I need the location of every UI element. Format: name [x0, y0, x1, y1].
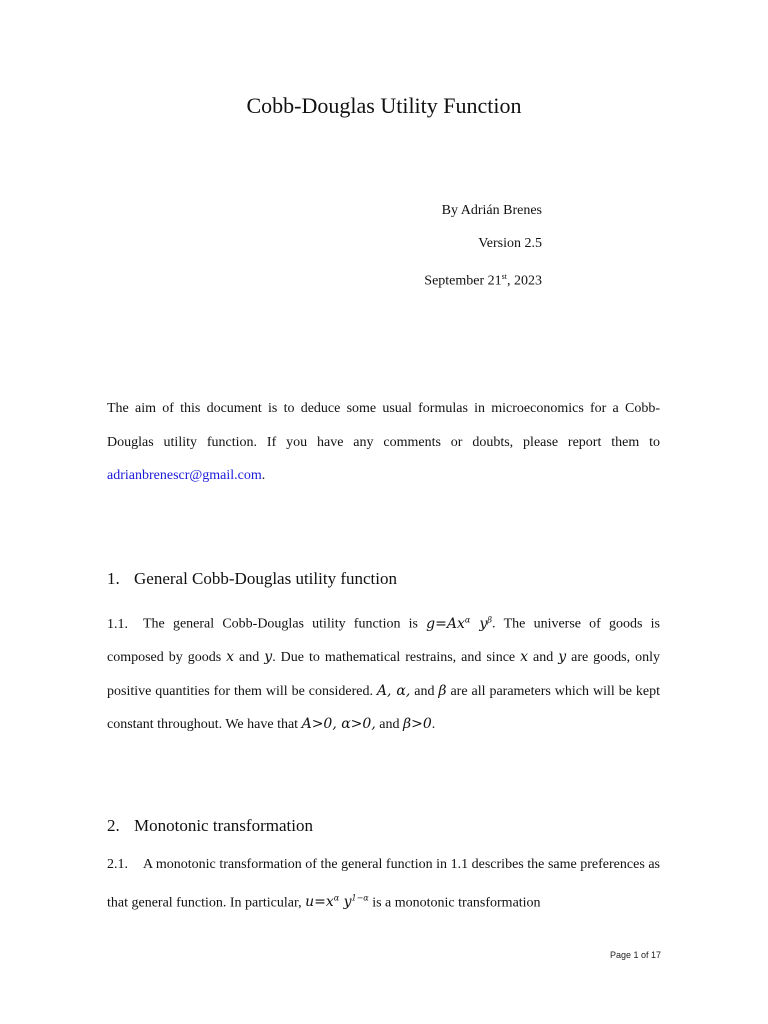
author-line: By Adrián Brenes [441, 203, 542, 218]
s1-text-1: The general Cobb-Douglas utility function is [143, 616, 427, 632]
beta-symbol: β [438, 682, 447, 699]
page-number: Page 1 of 17 [609, 950, 661, 960]
intro-text: The aim of this document is to deduce some usual formulas in microeconomics for a Cobb-Douglas utility function. If you have any comments or doubts, please report them to [107, 401, 660, 450]
item-2-1-number: 2.1. [107, 857, 128, 872]
s2-text-1: A monotonic transformation of the general function in 1.1 describes the same preferences as that general function. In particular, [107, 857, 660, 911]
section-1-heading [107, 568, 397, 590]
section-1-title: General Cobb-Douglas utility function [134, 569, 397, 588]
item-1-1-number: 1.1. [107, 616, 128, 632]
condition-formula-2: β>0 [403, 716, 432, 733]
date-line [424, 268, 542, 291]
utility-formula: $g=Ax^\alpha$ $y^\beta$ [426, 615, 492, 632]
condition-formula-1: A>0, α>0, [301, 716, 376, 733]
date-prefix: September 21 [424, 273, 502, 289]
date-suffix: , 2023 [507, 273, 542, 289]
section-2-paragraph [107, 848, 660, 920]
section-2-heading [107, 815, 313, 837]
email-link[interactable]: adrianbrenescr@gmail.com [107, 468, 262, 483]
monotonic-formula: $u=x^\alpha$ $y^{1-\alpha}$ [305, 893, 369, 911]
s1-text-4: . Due to mathematical restrains, and since [272, 650, 521, 666]
section-1-number: 1. [107, 569, 120, 588]
s1-text-5: are goods, only positive quantities for them will be considered. [107, 650, 661, 699]
s1-text-2: . The universe of goods is composed by goods [107, 616, 660, 666]
var-x-2: x [520, 649, 529, 666]
var-y-2: y [558, 649, 567, 666]
section-2-title: Monotonic transformation [134, 816, 313, 835]
params-formula: A, α, [376, 682, 411, 699]
section-2-number: 2. [107, 816, 120, 835]
intro-paragraph [107, 392, 660, 493]
date-superscript: st [501, 272, 507, 281]
s1-text-7: are all parameters which will be kept constant throughout. We have that [107, 683, 660, 733]
intro-end: . [261, 468, 266, 483]
var-y: y [264, 649, 273, 666]
section-1-paragraph: 1.1. The general Cobb-Douglas utility function is $g=Ax^\alpha$ $y^\beta$. The universe of goods is composed by goods x and y. Due to mathematical restrains, and since x and y are goods, only positive quantities for them will be considered. A, α, and β are all parameters which will be kept constant throughout. We have that A>0, α>0, and β>0. [107, 603, 660, 742]
var-x: x [226, 649, 235, 666]
version-line: Version 2.5 [478, 236, 542, 251]
document-title: Cobb-Douglas Utility Function [246, 93, 522, 118]
s2-text-2: is a monotonic transformation [368, 895, 541, 911]
